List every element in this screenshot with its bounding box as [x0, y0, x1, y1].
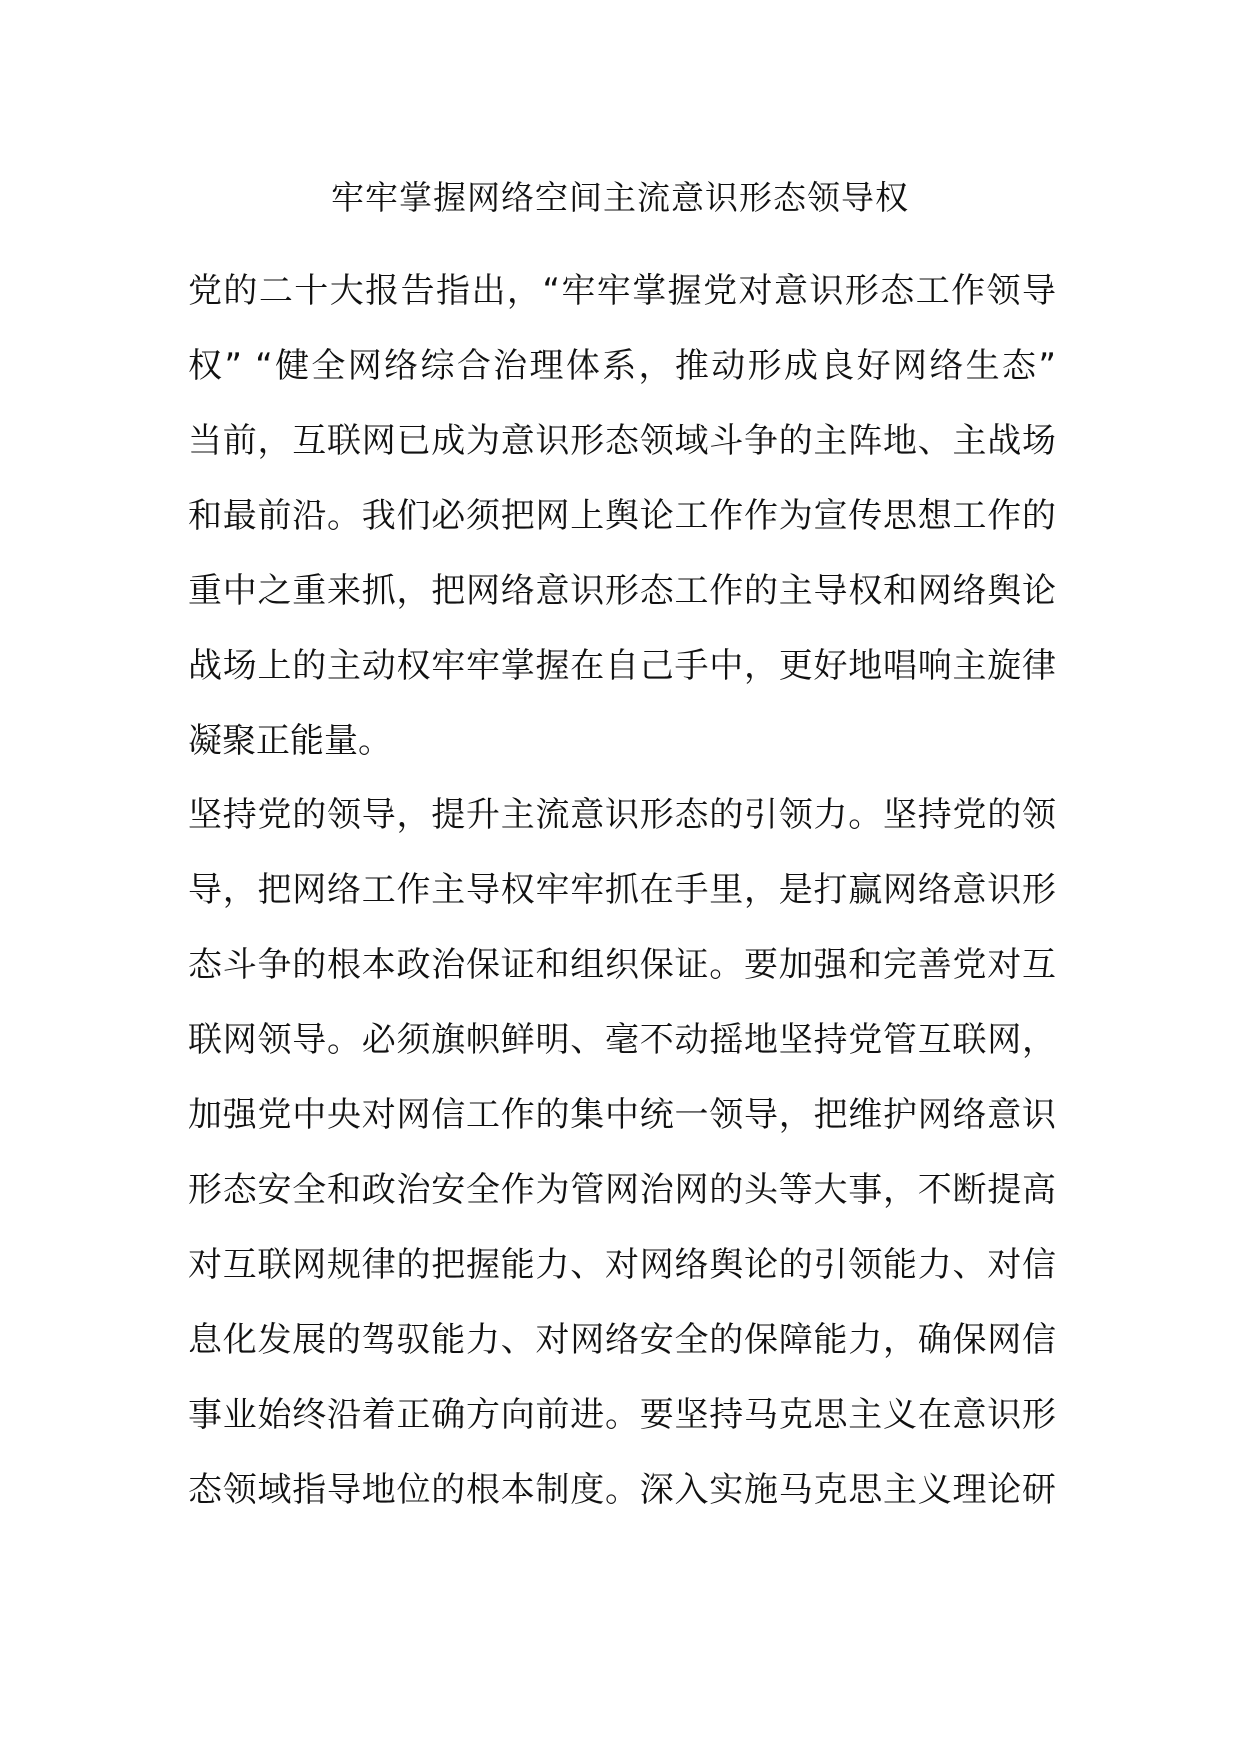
text-line: 形态安全和政治安全作为管网治网的头等大事，不断提高 [188, 1170, 1056, 1210]
paragraph-party-leadership [188, 778, 1056, 1528]
text-line: 权” “健全网络综合治理体系，推动形成良好网络生态” [188, 346, 1056, 386]
text-line: 导，把网络工作主导权牢牢抓在手里，是打赢网络意识形 [188, 870, 1056, 910]
text-line: 重中之重来抓，把网络意识形态工作的主导权和网络舆论 [188, 571, 1056, 611]
text-line: 当前，互联网已成为意识形态领域斗争的主阵地、主战场 [188, 421, 1056, 461]
document-title: 牢牢掌握网络空间主流意识形态领导权 [331, 178, 909, 217]
text-line: 党的二十大报告指出，“牢牢掌握党对意识形态工作领导 [188, 271, 1056, 311]
text-line: 加强党中央对网信工作的集中统一领导，把维护网络意识 [188, 1095, 1056, 1135]
paragraph-intro [188, 254, 1056, 779]
text-line: 息化发展的驾驭能力、对网络安全的保障能力，确保网信 [188, 1320, 1056, 1360]
text-line: 态领域指导地位的根本制度。深入实施马克思主义理论研 [188, 1470, 1056, 1510]
text-line: 态斗争的根本政治保证和组织保证。要加强和完善党对互 [188, 945, 1056, 985]
text-line: 事业始终沿着正确方向前进。要坚持马克思主义在意识形 [188, 1395, 1056, 1435]
text-line: 对互联网规律的把握能力、对网络舆论的引领能力、对信 [188, 1245, 1056, 1285]
text-line: 坚持党的领导，提升主流意识形态的引领力。坚持党的领 [188, 795, 1056, 835]
text-line: 战场上的主动权牢牢掌握在自己手中，更好地唱响主旋律 [188, 646, 1056, 686]
text-line: 凝聚正能量。 [188, 721, 392, 761]
text-line: 和最前沿。我们必须把网上舆论工作作为宣传思想工作的 [188, 496, 1056, 536]
text-line: 联网领导。必须旗帜鲜明、毫不动摇地坚持党管互联网， [188, 1020, 1056, 1060]
